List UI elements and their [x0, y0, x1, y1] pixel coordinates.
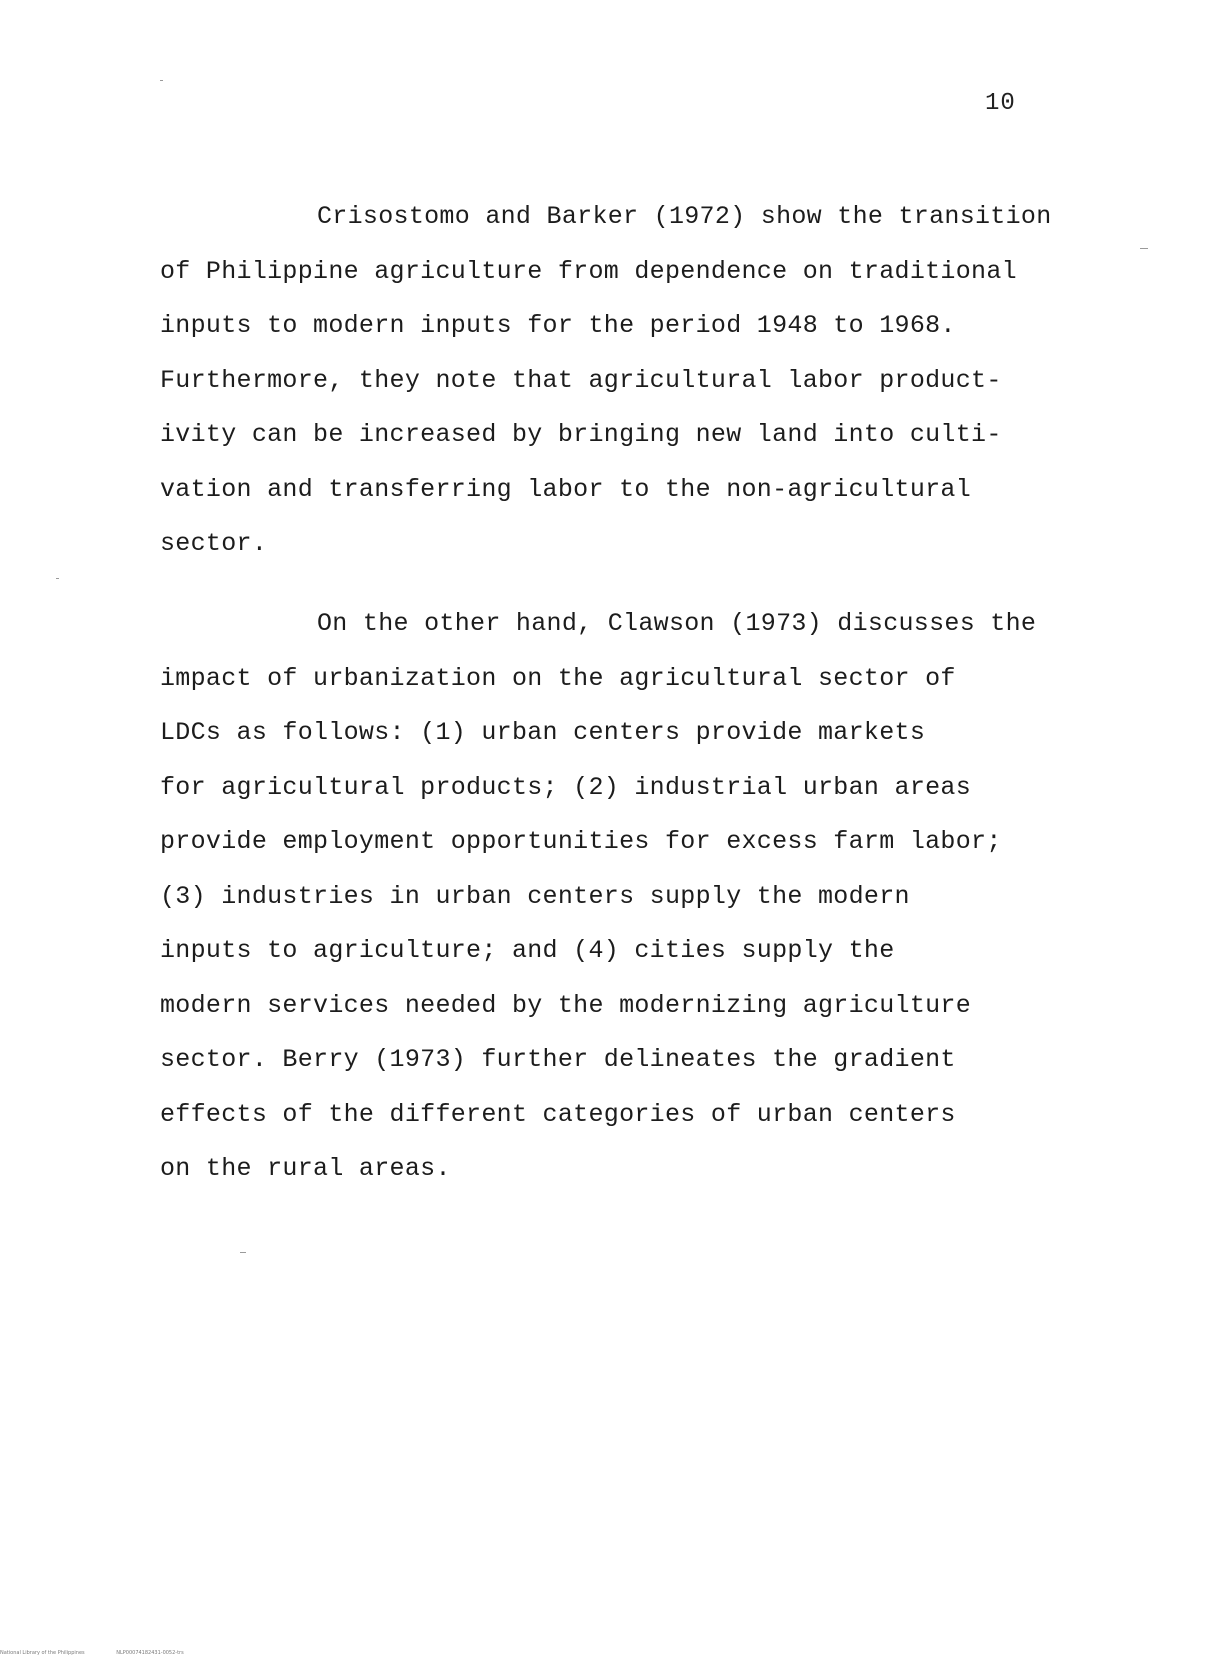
text-line: ivity can be increased by bringing new land into culti- [160, 420, 1002, 449]
text-line: on the rural areas. [160, 1154, 451, 1183]
text-line: (3) industries in urban centers supply the modern [160, 881, 910, 911]
paragraph-urbanization [160, 597, 1160, 1197]
scan-footer [0, 1650, 184, 1656]
text-line: for agricultural products; (2) industrial urban areas [160, 772, 972, 802]
footer-id: NLP00074182431-0052-trs [116, 1650, 184, 1656]
text-line: On the other hand, Clawson (1973) discusses the [317, 609, 1037, 638]
text-line: LDCs as follows: (1) urban centers provide markets [160, 718, 926, 747]
scan-speck [1140, 248, 1148, 249]
text-line: modern services needed by the modernizing agriculture [160, 990, 972, 1020]
page-number: 10 [985, 90, 1016, 117]
scan-speck [56, 578, 59, 579]
paragraph-transition [160, 190, 1160, 572]
text-line: vation and transferring labor to the non-agricultural [160, 474, 972, 504]
scan-speck [240, 1252, 246, 1253]
text-line: impact of urbanization on the agricultural sector of [160, 663, 956, 693]
text-line: sector. Berry (1973) further delineates the gradient [160, 1045, 956, 1074]
footer-source: National Library of the Philippines [0, 1650, 85, 1656]
text-line: inputs to modern inputs for the period 1948 to 1968. [160, 311, 956, 340]
scan-speck [160, 80, 163, 81]
text-line: inputs to agriculture; and (4) cities supply the [160, 936, 895, 965]
text-line: sector. [160, 529, 268, 558]
text-line: provide employment opportunities for excess farm labor; [160, 827, 1002, 856]
text-line: effects of the different categories of urban centers [160, 1099, 956, 1129]
text-line: of Philippine agriculture from dependence on traditional [160, 256, 1017, 286]
text-line: Crisostomo and Barker (1972) show the transition [317, 202, 1052, 231]
text-line: Furthermore, they note that agricultural labor product- [160, 365, 1002, 395]
